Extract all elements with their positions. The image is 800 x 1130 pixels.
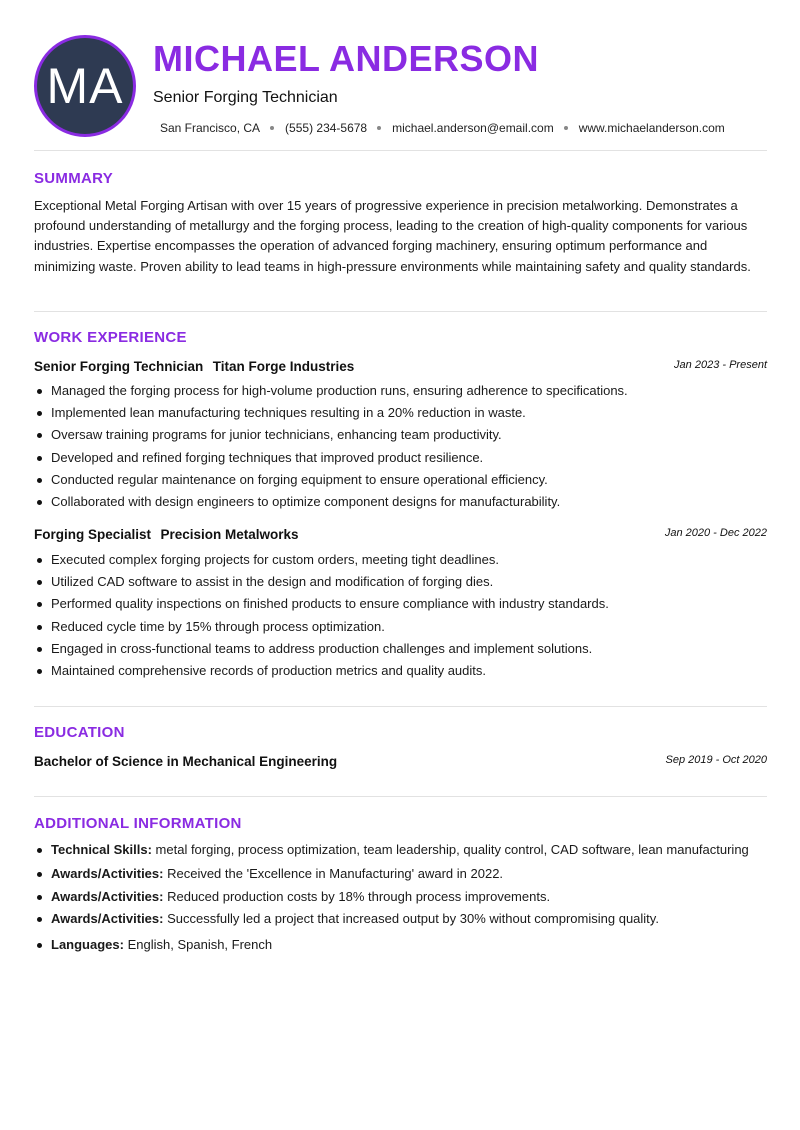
contact-phone: (555) 234-5678 [285, 121, 368, 135]
divider [34, 150, 767, 151]
info-label: Languages: [51, 937, 124, 953]
education-dates: Sep 2019 - Oct 2020 [665, 754, 767, 766]
list-item [34, 865, 767, 889]
candidate-name: MICHAEL ANDERSON [153, 38, 540, 79]
work-experience-heading: WORK EXPERIENCE [34, 329, 187, 346]
avatar: MA [34, 35, 136, 137]
list-item: Performed quality inspections on finished products to ensure compliance with industry standards. [34, 595, 767, 617]
separator-dot-icon [377, 126, 381, 130]
contact-website[interactable]: www.michaelanderson.com [578, 121, 725, 135]
list-item [34, 888, 767, 910]
job-bullets [34, 551, 767, 684]
job-company: Precision Metalworks [160, 527, 299, 542]
job-role: Senior Forging Technician [34, 359, 204, 374]
list-item: Implemented lean manufacturing techniques resulting in a 20% reduction in waste. [34, 404, 767, 426]
contact-line [160, 121, 725, 135]
info-value: Received the 'Excellence in Manufacturing' award in 2022. [167, 865, 504, 881]
info-label: Technical Skills: [51, 842, 152, 857]
job-company: Titan Forge Industries [212, 359, 355, 374]
job-dates: Jan 2023 - Present [674, 359, 767, 371]
list-item: Utilized CAD software to assist in the design and modification of forging dies. [34, 573, 767, 595]
job-role: Forging Specialist [34, 527, 152, 542]
list-item: Developed and refined forging techniques that improved product resilience. [34, 449, 767, 471]
info-label: Awards/Activities: [51, 889, 164, 905]
list-item: Engaged in cross-functional teams to address production challenges and implement solutions. [34, 640, 767, 662]
list-item: Executed complex forging projects for custom orders, meeting tight deadlines. [34, 551, 767, 573]
list-item: Collaborated with design engineers to optimize component designs for manufacturability. [34, 493, 767, 515]
divider [34, 311, 767, 312]
info-value: Successfully led a project that increased output by 30% without compromising quality. [167, 911, 659, 927]
job-bullets [34, 382, 767, 515]
job-dates: Jan 2020 - Dec 2022 [664, 527, 767, 539]
info-value: English, Spanish, French [127, 937, 273, 953]
info-value: Reduced production costs by 18% through process improvements. [167, 889, 551, 905]
degree-name: Bachelor of Science in Mechanical Engineering [34, 754, 338, 769]
info-value: metal forging, process optimization, team leadership, quality control, CAD software, lean manufacturing [155, 842, 749, 857]
info-label: Awards/Activities: [51, 911, 164, 927]
candidate-title: Senior Forging Technician [153, 89, 338, 106]
contact-email[interactable]: michael.anderson@email.com [392, 121, 554, 135]
divider [34, 706, 767, 707]
list-item [34, 936, 767, 960]
divider [34, 796, 767, 797]
info-label: Awards/Activities: [51, 865, 164, 881]
additional-info-heading: ADDITIONAL INFORMATION [34, 815, 242, 832]
separator-dot-icon [270, 126, 274, 130]
job-header [34, 358, 767, 376]
separator-dot-icon [564, 126, 568, 130]
list-item [34, 910, 767, 936]
list-item [34, 841, 767, 865]
summary-text: Exceptional Metal Forging Artisan with over 15 years of progressive experience in precision metalworking. Demonstrates a profound understanding of metallurgy and the forging process, leading to the creation of high-quality components for various industries. Expertise encompasses the operation of advanced forging machinery, ensuring optimum performance and minimizing waste. Proven ability to lead teams in high-pressure environments while maintaining safety and quality standards. [34, 198, 751, 274]
list-item: Managed the forging process for high-volume production runs, ensuring adherence to specifications. [34, 382, 767, 404]
education-entry [34, 753, 767, 771]
job-header [34, 526, 767, 544]
list-item: Reduced cycle time by 15% through process optimization. [34, 618, 767, 640]
list-item: Maintained comprehensive records of production metrics and quality audits. [34, 662, 767, 684]
summary-heading: SUMMARY [34, 170, 114, 187]
additional-info-list [34, 841, 767, 960]
education-heading: EDUCATION [34, 724, 125, 741]
list-item: Oversaw training programs for junior technicians, enhancing team productivity. [34, 426, 767, 448]
list-item: Conducted regular maintenance on forging equipment to ensure operational efficiency. [34, 471, 767, 493]
resume-header [0, 0, 800, 150]
contact-location: San Francisco, CA [160, 121, 261, 135]
